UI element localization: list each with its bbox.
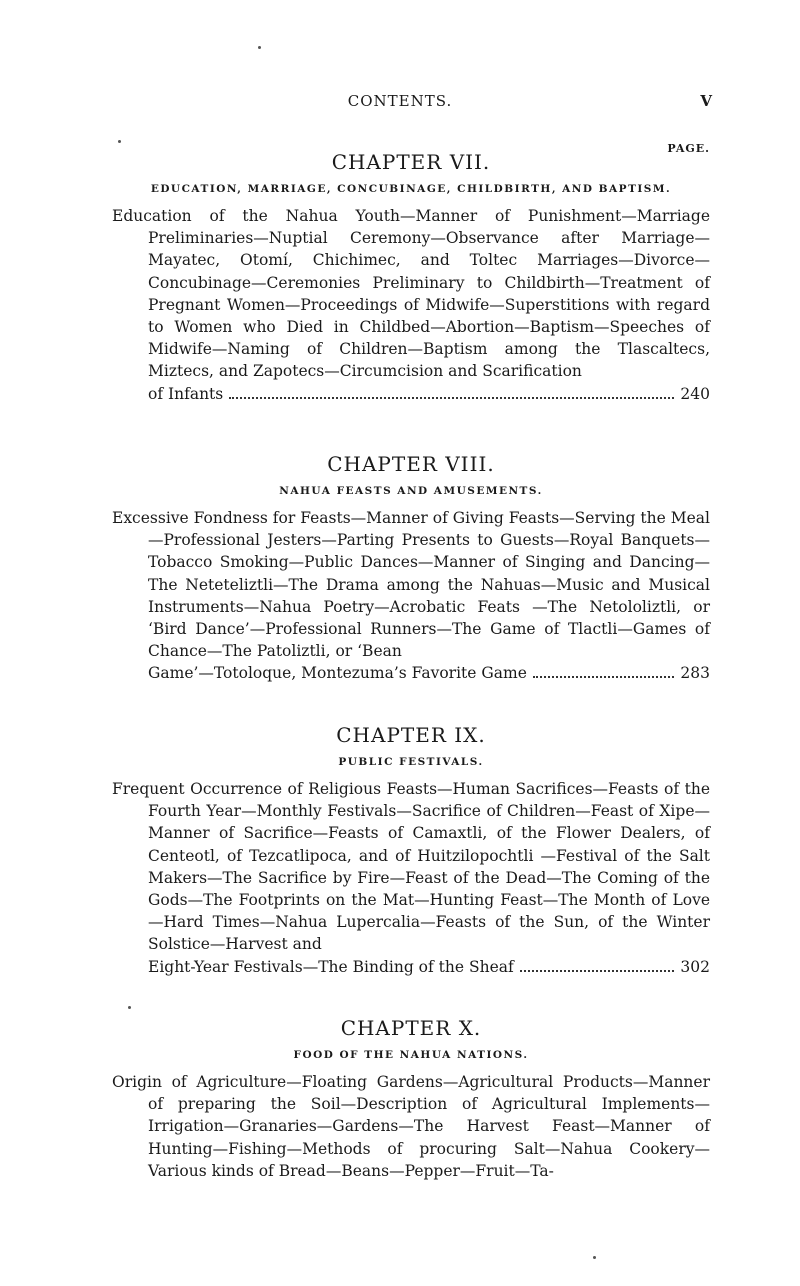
chapter-subtitle: PUBLIC FESTIVALS. [338,756,484,768]
chapter-viii [112,452,710,685]
chapter-contents-text: Excessive Fondness for Feasts—Manner of Giving Feasts—Serving the Meal—Professional Jesters—Parting Presents to Guests—Royal Banquets—Tobacco Smoking—Public Dances—Manner of Singing and Dancing—The Neteteliztli—The Drama among the Nahuas—Music and Musical Instruments—Nahua Poetry—Acrobatic Feats —The Netololiztli, or ‘Bird Dance’—Professional Runners—The Game of Tlactli—Games of Chance—The Patoliztli, or ‘Bean [112,509,710,661]
chapter-subtitle: FOOD OF THE NAHUA NATIONS. [293,1049,529,1061]
scan-speck [258,46,261,49]
chapter-title: CHAPTER VIII. [327,452,495,476]
dot-leader [533,676,675,678]
chapter-contents-text: Education of the Nahua Youth—Manner of Punishment—Marriage Preliminaries—Nuptial Ceremony—Observance after Marriage—Mayatec, Otomí, Chichimec, and Toltec Marriages—Divorce—Concubinage—Ceremonies Preliminary to Childbirth—Treatment of Pregnant Women—Proceedings of Midwife—Superstitions with regard to Women who Died in Childbed—Abortion—Baptism—Speeches of Midwife—Naming of Children—Baptism among the Tlascaltecs, Miztecs, and Zapotecs—Circumcision and Scarification [112,207,710,381]
chapter-contents [112,507,710,685]
chapter-entry-line [148,383,710,405]
dot-leader [229,397,674,399]
chapter-entry-line [148,662,710,684]
chapter-contents [112,205,710,405]
chapter-title: CHAPTER VII. [331,150,491,174]
chapter-contents [112,778,710,978]
chapter-contents-text: Frequent Occurrence of Religious Feasts—Human Sacrifices—Feasts of the Fourth Year—Monthly Festivals—Sacrifice of Children—Feast of Xipe—Manner of Sacrifice—Feasts of Camaxtli, of the Flower Dealers, of Centeotl, of Tezcatlipoca, and of Huitzilopochtli —Festival of the Salt Makers—The Sacrifice by Fire—Feast of the Dead—The Coming of the Gods—The Footprints on the Mat—Hunting Feast—The Month of Love—Hard Times—Nahua Lupercalia—Feasts of the Sun, of the Winter Solstice—Harvest and [112,780,710,954]
chapter-contents [112,1071,710,1182]
running-head [0,92,800,114]
running-head-page-number: V [700,92,712,110]
chapter-contents-text: Origin of Agriculture—Floating Gardens—Agricultural Products—Manner of preparing the Soil—Description of Agricultural Implements—Irrigation—Granaries—Gardens—The Harvest Feast—Manner of Hunting—Fishing—Methods of procuring Salt—Nahua Cookery—Various kinds of Bread—Beans—Pepper—Fruit—Ta- [112,1073,710,1180]
chapter-page-number: 240 [680,384,710,403]
chapter-vii [112,150,710,405]
chapter-subtitle: EDUCATION, MARRIAGE, CONCUBINAGE, CHILDBIRTH, AND BAPTISM. [150,183,672,195]
chapter-entry-line [148,956,710,978]
chapter-page-number: 283 [680,664,710,683]
chapter-x [112,1016,710,1182]
chapter-entry-last-text: of Infants [148,384,224,403]
chapter-title: CHAPTER X. [340,1016,482,1040]
scan-speck [118,140,121,143]
scan-speck [128,1006,131,1009]
chapter-entry-last-text: Eight-Year Festivals—The Binding of the Sheaf [148,957,514,976]
chapter-entry-last-text: Game’—Totoloque, Montezuma’s Favorite Game [148,664,527,683]
chapter-page-number: 302 [680,957,710,976]
dot-leader [520,970,675,972]
running-head-title: CONTENTS. [347,92,453,110]
scan-speck [593,1256,596,1259]
chapter-title: CHAPTER IX. [336,723,486,747]
chapter-ix [112,723,710,978]
chapter-subtitle: NAHUA FEASTS AND AMUSEMENTS. [279,485,543,497]
page-column-label: PAGE. [667,142,710,155]
